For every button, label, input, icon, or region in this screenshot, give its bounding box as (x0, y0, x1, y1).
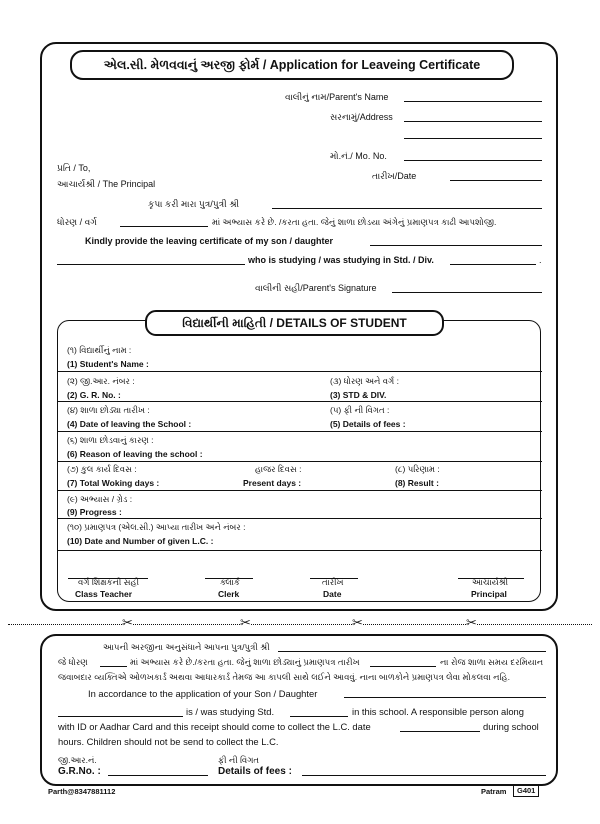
receipt-student-field[interactable] (278, 651, 546, 652)
sig-clerk-en: Clerk (218, 589, 240, 599)
f7-gu: (૭) કુલ કાર્ય દિવસ : (67, 464, 137, 474)
f4-en: (4) Date of leaving the School : (67, 419, 192, 429)
row-divider-5 (57, 490, 542, 491)
receipt-en-line-3a: with ID or Aadhar Card and this receipt should come to collect the L.C. date (58, 721, 371, 732)
sig-principal-en: Principal (471, 589, 507, 599)
period: . (539, 255, 542, 265)
receipt-std-field-en[interactable] (290, 716, 348, 717)
f5-en: (5) Details of fees : (330, 419, 406, 429)
receipt-fees-field[interactable] (302, 775, 546, 776)
f5-gu: (૫) ફી ની વિગત : (330, 405, 390, 415)
row-divider-2 (57, 401, 542, 402)
receipt-gu-line-1: આપની અરજીના અનુસંધાને આપના પુત્ર/પુત્રી શ્રી (103, 642, 270, 652)
receipt-en-line-2b: in this school. A responsible person along (352, 706, 524, 717)
parent-signature-label: વાલીની સહી/Parent's Signature (255, 283, 377, 293)
sig-date-en: Date (323, 589, 342, 599)
student-section-title: વિદ્યાર્થીની માહિતી / DETAILS OF STUDENT (145, 310, 444, 336)
scissors-icon: ✂ (466, 615, 477, 630)
receipt-gr-gu: જી.આર.નં. (58, 755, 97, 765)
receipt-en-line-4: hours. Children should not be send to collect the L.C. (58, 736, 279, 747)
receipt-gu-line-2c: ના રોજ શાળા સમય દરમિયાન (440, 657, 544, 667)
receipt-std-field-gu[interactable] (100, 666, 127, 667)
receipt-gu-line-3: જવાબદાર વ્યક્તિએ ઓળખકાર્ડ અથવા આધારકાર્ડ તેમજ આ કાપલી સાથે લઈને આવવું. નાના બાળકોને પ્રમાણપત્ર લેવા મોકલવા નહિ. (58, 672, 510, 682)
receipt-gr-en: G.R.No. : (58, 766, 101, 777)
cut-line (8, 624, 592, 625)
f6-en: (6) Reason of leaving the school : (67, 449, 203, 459)
f3-gu: (૩) ધોરણ અને વર્ગ : (330, 376, 399, 386)
receipt-gr-field[interactable] (108, 775, 208, 776)
row-divider-3 (57, 431, 542, 432)
receipt-en-line-1: In accordance to the application of your Son / Daughter (88, 688, 318, 699)
receipt-gu-line-2: માં અભ્યાસ કરે છે./કરતા હતા. જેનું શાળા છોડ્યાનું પ્રમાણપત્ર તારીખ (130, 657, 360, 667)
sig-clerk-gu: ક્લાર્ક (220, 577, 240, 587)
f2-en: (2) G. R. No. : (67, 390, 121, 400)
f8-gu: (૮) પરિણામ : (395, 464, 440, 474)
address-label: સરનામું/Address (330, 112, 393, 122)
mobile-field[interactable] (404, 160, 542, 161)
f8-en: (8) Result : (395, 478, 439, 488)
address-field-1[interactable] (404, 121, 542, 122)
sig-date-gu: તારીખ (322, 577, 344, 587)
row-divider-1 (57, 371, 542, 372)
receipt-date-field-en[interactable] (400, 731, 480, 732)
f6-gu: (૬) શાળા છોડવાનું કારણ : (67, 435, 154, 445)
row-divider-6 (57, 518, 542, 519)
parent-name-field[interactable] (404, 101, 542, 102)
request-gu-line-1: કૃપા કરી મારા પુત્ર/પુત્રી શ્રી (148, 199, 240, 209)
form-title: એલ.સી. મેળવવાનું અરજી ફોર્મ / Application for Leaveing Certificate (70, 50, 514, 80)
std-div-field[interactable] (450, 264, 536, 265)
student-name-field-en[interactable] (57, 264, 245, 265)
f2-gu: (૨) જી.આર. નંબર : (67, 376, 135, 386)
std-field-gu[interactable] (120, 226, 208, 227)
f4-gu: (૪) શાળા છોડ્યા તારીખ : (67, 405, 150, 415)
receipt-gu-std-label: જે ધોરણ (58, 657, 88, 667)
scissors-icon: ✂ (122, 615, 133, 630)
f9-gu: (૯) અભ્યાસ / ગ્રેડ : (67, 494, 133, 504)
parent-signature-field[interactable] (392, 292, 542, 293)
brand-name: Patram (481, 787, 507, 796)
receipt-date-field-gu[interactable] (370, 666, 436, 667)
f10-gu: (૧૦) પ્રમાણપત્ર (એલ.સી.) આપ્યા તારીખ અને નંબર : (67, 522, 246, 532)
sig-principal-gu: આચાર્યશ્રી (472, 577, 509, 587)
mobile-label: મો.નં./ Mo. No. (330, 151, 387, 161)
receipt-en-line-2a: is / was studying Std. (186, 706, 275, 717)
row-divider-4 (57, 461, 542, 462)
present-gu: હાજર દિવસ : (255, 464, 302, 474)
f3-en: (3) STD & DIV. (330, 390, 387, 400)
receipt-fees-gu: ફી ની વિગત (218, 755, 260, 765)
scissors-icon: ✂ (240, 615, 251, 630)
sig-teacher-en: Class Teacher (75, 589, 133, 599)
receipt-son-daughter-field[interactable] (344, 697, 546, 698)
present-en: Present days : (243, 478, 302, 488)
f1-en: (1) Student's Name : (67, 359, 149, 369)
sig-teacher-gu: વર્ગ શિક્ષકની સહી (78, 577, 139, 587)
date-label: તારીખ/Date (372, 171, 417, 181)
principal-label: આચાર્યશ્રી / The Principal (57, 179, 156, 189)
student-name-field[interactable] (272, 208, 542, 209)
address-field-2[interactable] (404, 138, 542, 139)
parent-name-label: વાલીનું નામ/Parent's Name (285, 92, 389, 102)
request-gu-line-2: માં અભ્યાસ કરે છે. /કરતા હતા. જેનું શાળા છોડયા અંગેનું પ્રમાણપત્ર કાઢી આપશોજી. (212, 217, 497, 227)
f7-en: (7) Total Woking days : (67, 478, 160, 488)
request-en-line-1: Kindly provide the leaving certificate of my son / daughter (85, 236, 334, 246)
son-daughter-field[interactable] (370, 245, 542, 246)
f9-en: (9) Progress : (67, 507, 122, 517)
to-label: પ્રતિ / To, (57, 163, 91, 173)
scissors-icon: ✂ (352, 615, 363, 630)
receipt-fees-en: Details of fees : (218, 766, 292, 777)
publisher-contact: Parth@8347881112 (48, 787, 116, 796)
f10-en: (10) Date and Number of given L.C. : (67, 536, 214, 546)
f1-gu: (૧) વિદ્યાર્થીનું નામ : (67, 345, 132, 355)
receipt-en-line-3b: during school (483, 721, 539, 732)
request-gu-std-label: ધોરણ / વર્ગ (57, 217, 97, 227)
receipt-name-field-en[interactable] (58, 716, 183, 717)
date-field[interactable] (450, 180, 542, 181)
row-divider-7 (57, 550, 542, 551)
request-en-line-2: who is studying / was studying in Std. / Div. (248, 255, 434, 265)
form-code: G401 (513, 784, 539, 797)
